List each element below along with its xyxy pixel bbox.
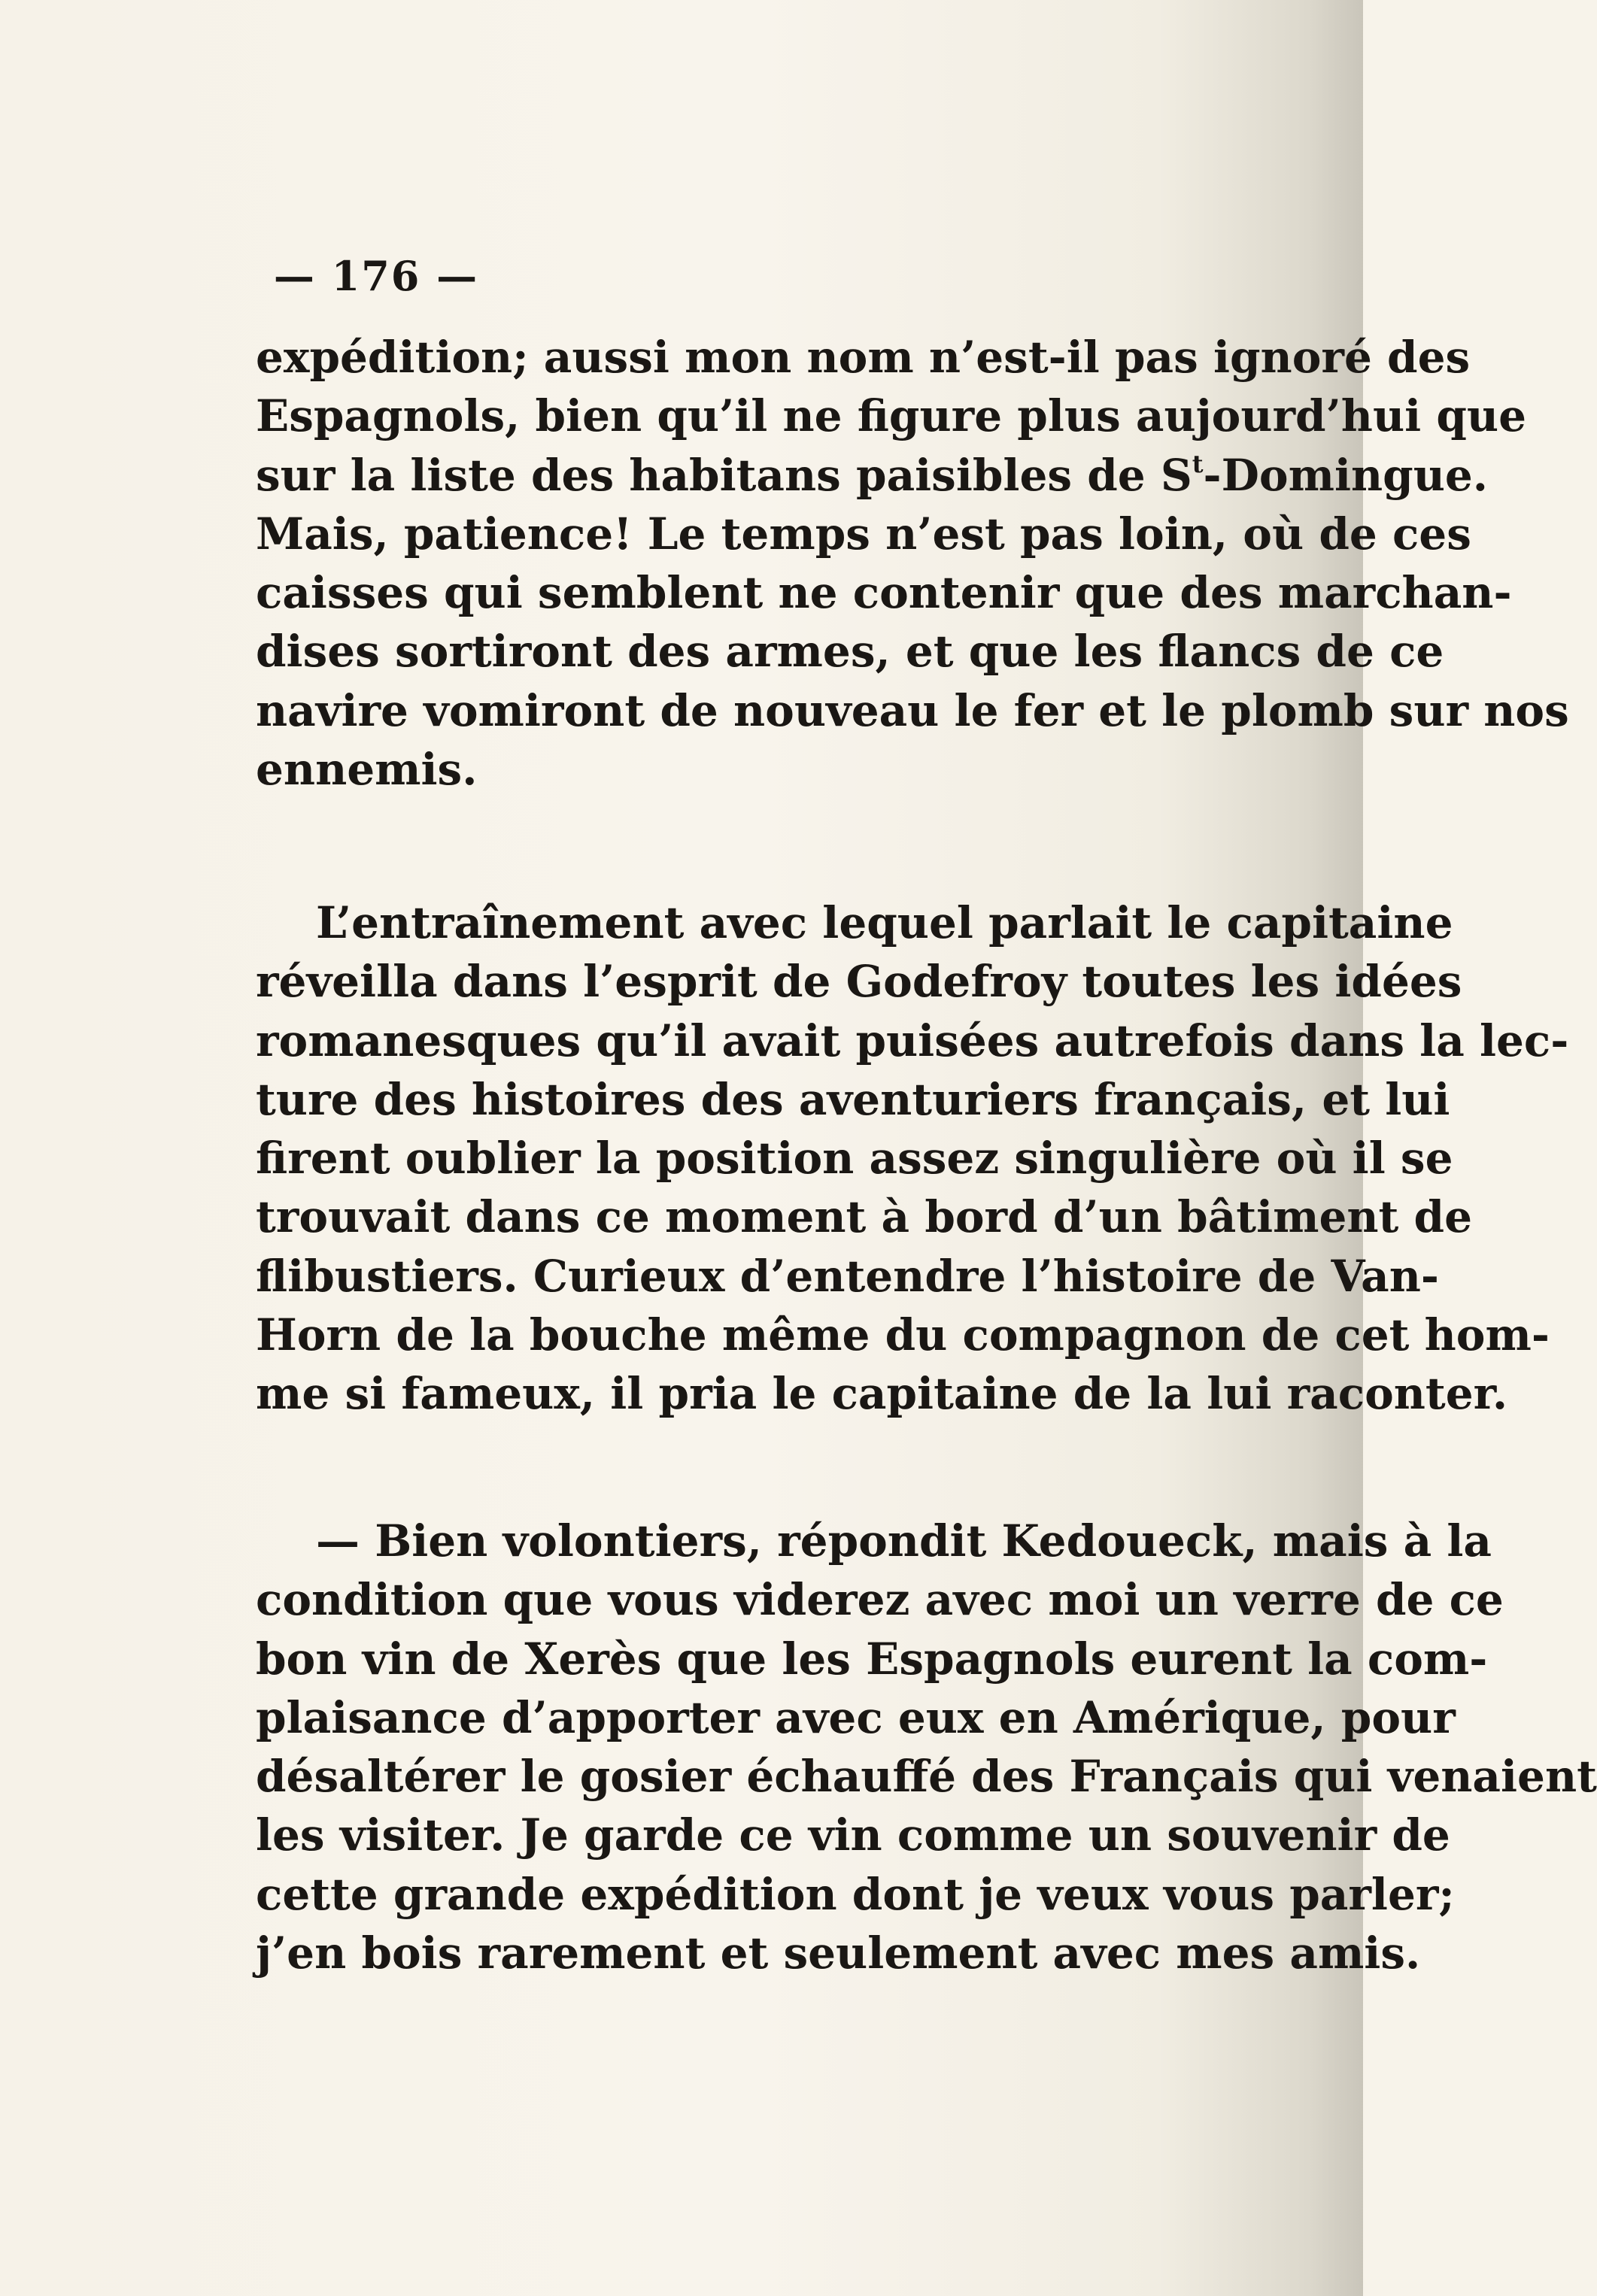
page-number: — 176 — (273, 252, 479, 300)
text-line: j’en bois rarement et seulement avec mes amis. (256, 1927, 1421, 1979)
text-line: navire vomiront de nouveau le fer et le plomb sur nos (256, 684, 1569, 736)
text-line: me si fameux, il pria le capitaine de la lui raconter. (256, 1368, 1508, 1420)
text-line: cette grande expédition dont je veux vous parler; (256, 1868, 1455, 1920)
text-line: ture des histoires des aventuriers français, et lui (256, 1073, 1450, 1125)
text-fragment: -Domingue. (1203, 449, 1488, 501)
text-line: dises sortiront des armes, et que les flancs de ce (256, 626, 1444, 678)
paragraph-2 (256, 893, 1569, 1424)
text-fragment: sur la liste des habitans paisibles de S (256, 449, 1192, 501)
text-line: Mais, patience! Le temps n’est pas loin, où de ces (256, 508, 1471, 560)
text-line: Horn de la bouche même du compagnon de cet hom- (256, 1309, 1550, 1361)
text-line: L’entraînement avec lequel parlait le capitaine (316, 897, 1453, 948)
text-line: caisses qui semblent ne contenir que des marchan- (256, 567, 1512, 619)
text-line: plaisance d’apporter avec eux en Amérique, pour (256, 1691, 1456, 1743)
superscript: t (1192, 449, 1204, 478)
text-line: romanesques qu’il avait puisées autrefois dans la lec- (256, 1015, 1569, 1066)
text-line: firent oublier la position assez singulière où il se (256, 1133, 1453, 1184)
paragraph-1 (256, 328, 1569, 799)
text-line: réveilla dans l’esprit de Godefroy toutes les idées (256, 956, 1462, 1008)
text-line: flibustiers. Curieux d’entendre l’histoire de Van- (256, 1250, 1439, 1302)
text-line (256, 446, 1488, 505)
text-line: désaltérer le gosier échauffé des Français qui venaient (256, 1751, 1597, 1803)
text-line: bon vin de Xerès que les Espagnols eurent la com- (256, 1633, 1488, 1685)
text-line: ennemis. (256, 744, 478, 796)
text-line: trouvait dans ce moment à bord d’un bâtiment de (256, 1191, 1472, 1243)
text-line: Espagnols, bien qu’il ne figure plus aujourd’hui que (256, 390, 1526, 442)
text-line: — Bien volontiers, répondit Kedoueck, mais à la (316, 1515, 1492, 1567)
text-line: expédition; aussi mon nom n’est-il pas ignoré des (256, 332, 1471, 383)
paragraph-3 (256, 1512, 1597, 1982)
text-line: condition que vous viderez avec moi un verre de ce (256, 1574, 1504, 1626)
text-line: les visiter. Je garde ce vin comme un souvenir de (256, 1809, 1450, 1861)
